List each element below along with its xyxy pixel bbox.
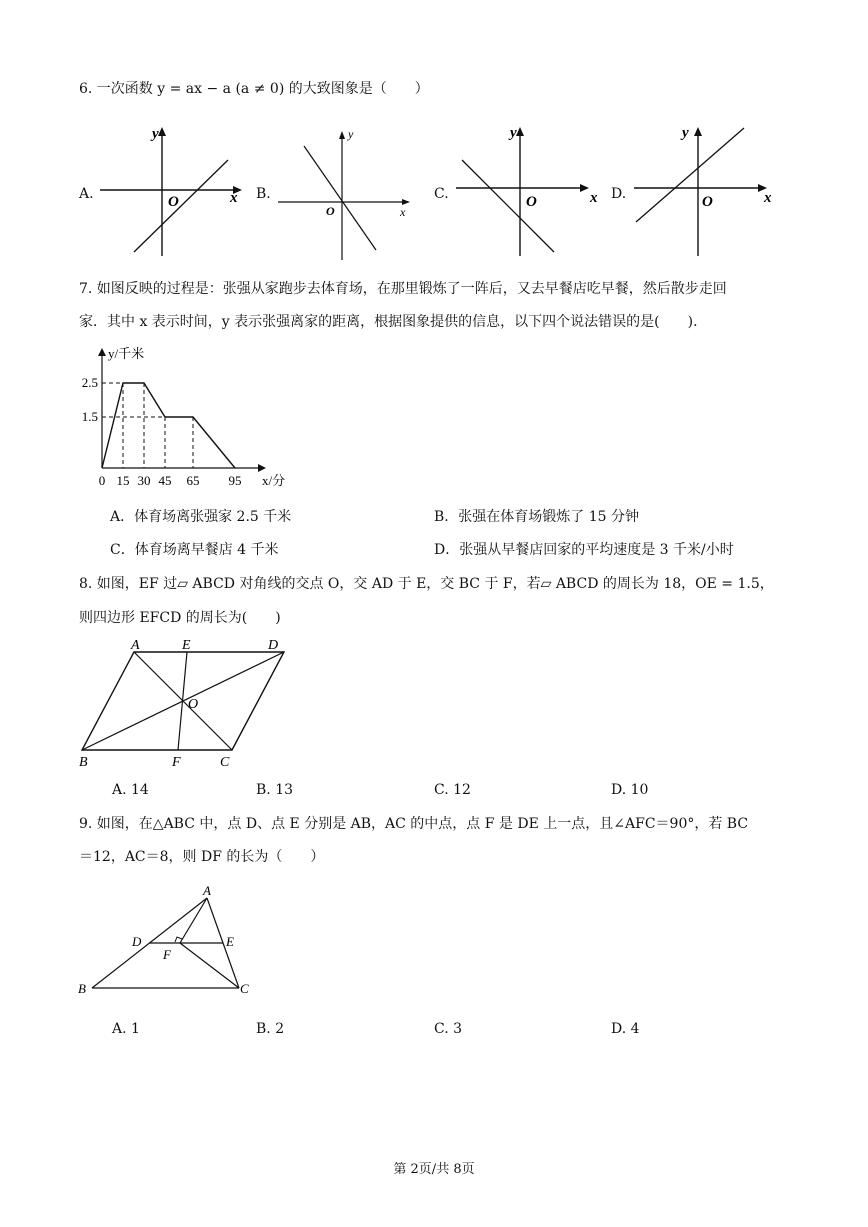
q8-label-b: B: [79, 755, 88, 770]
y-tick-label-1.5: 1.5: [81, 409, 98, 424]
q9-label-b: B: [78, 981, 86, 996]
series-line: [102, 383, 235, 468]
x-axis-arrow: [258, 464, 266, 472]
q6b-x-label: x: [400, 205, 406, 219]
q6b-y-label: y: [348, 127, 354, 141]
q9-label-e: E: [226, 934, 234, 949]
question-9-line-1: 9. 如图，在△ABC 中，点 D、点 E 分别是 AB，AC 的中点，点 F 是 DE 上一点，且∠AFC＝90°，若 BC: [79, 816, 749, 832]
q6a-x-label: x: [230, 190, 238, 206]
q6a-y-label: y: [152, 126, 159, 142]
question-7-line-2: 家．其中 x 表示时间，y 表示张强离家的距离，根据图象提供的信息，以下四个说法错误的是( )．: [79, 314, 708, 330]
q6-option-c-label: C.: [434, 186, 449, 202]
q8-option-c: C. 12: [434, 782, 471, 798]
x-tick-label-95: 95: [228, 473, 242, 488]
y-axis-arrow: [98, 348, 106, 356]
question-9-line-2: ＝12，AC＝8，则 DF 的长为（ ）: [79, 849, 325, 865]
q8-option-b: B. 13: [256, 782, 294, 798]
q6d-origin-label: O: [702, 194, 713, 210]
q7-distance-time-chart: [70, 340, 290, 495]
x-tick-label-65: 65: [186, 473, 200, 488]
q6c-origin-label: O: [526, 194, 537, 210]
q8-parallelogram-figure: [74, 636, 294, 771]
q9-label-a: A: [203, 883, 211, 898]
q6-option-a-label: A.: [79, 186, 94, 202]
q6-graph-a: [100, 122, 250, 257]
q6d-x-label: x: [764, 190, 772, 206]
question-6-text: 6. 一次函数 y = ax − a (a ≠ 0) 的大致图象是（ ）: [79, 81, 429, 97]
q6-graph-c: [456, 122, 606, 257]
q6-graph-b: [278, 126, 418, 261]
q6b-origin-label: O: [326, 204, 335, 218]
q6c-x-label: x: [590, 190, 598, 206]
q6a-origin-label: O: [168, 194, 179, 210]
question-7-line-1: 7. 如图反映的过程是：张强从家跑步去体育场，在那里锻炼了一阵后，又去早餐店吃早餐，然后散步走回: [79, 281, 727, 297]
q9-option-a: A. 1: [112, 1021, 140, 1037]
q6c-y-label: y: [510, 125, 517, 141]
x-tick-label-45: 45: [158, 473, 172, 488]
x-tick-label-15: 15: [116, 473, 130, 488]
x-axis-label: x/分: [262, 473, 286, 488]
q9-label-d: D: [132, 934, 142, 949]
q7-option-d: D．张强从早餐店回家的平均速度是 3 千米/小时: [434, 542, 734, 558]
x-tick-label-0: 0: [98, 473, 106, 488]
question-8-line-1: 8. 如图，EF 过▱ ABCD 对角线的交点 O，交 AD 于 E，交 BC 于 F，若▱ ABCD 的周长为 18，OE = 1.5，: [79, 576, 774, 592]
q9-triangle-figure: [76, 880, 276, 1005]
q8-label-f: F: [172, 755, 181, 770]
q8-label-c: C: [220, 755, 230, 770]
q6-option-d-label: D.: [611, 186, 627, 202]
q8-label-a: A: [131, 638, 140, 653]
q8-label-e: E: [182, 638, 191, 653]
q6-graph-d: [634, 122, 784, 257]
page-number-footer: 第 2页/共 8页: [393, 1162, 475, 1177]
q8-option-d: D. 10: [611, 782, 649, 798]
q9-label-f: F: [163, 947, 171, 962]
q9-label-c: C: [240, 981, 249, 996]
q8-option-a: A. 14: [112, 782, 149, 798]
q7-option-b: B．张强在体育场锻炼了 15 分钟: [434, 509, 640, 525]
q8-label-o: O: [188, 697, 199, 712]
q7-option-a: A．体育场离张强家 2.5 千米: [110, 509, 292, 525]
q6d-y-label: y: [682, 125, 689, 141]
q7-option-c: C．体育场离早餐店 4 千米: [110, 542, 279, 558]
x-tick-label-30: 30: [137, 473, 151, 488]
q9-option-b: B. 2: [256, 1021, 285, 1037]
q9-option-d: D. 4: [611, 1021, 640, 1037]
q8-label-d: D: [268, 638, 279, 653]
q9-option-c: C. 3: [434, 1021, 463, 1037]
question-8-line-2: 则四边形 EFCD 的周长为( ): [79, 610, 281, 626]
y-tick-label-2.5: 2.5: [81, 375, 98, 390]
q6-option-b-label: B.: [256, 186, 271, 202]
y-axis-label: y/千米: [108, 346, 145, 361]
